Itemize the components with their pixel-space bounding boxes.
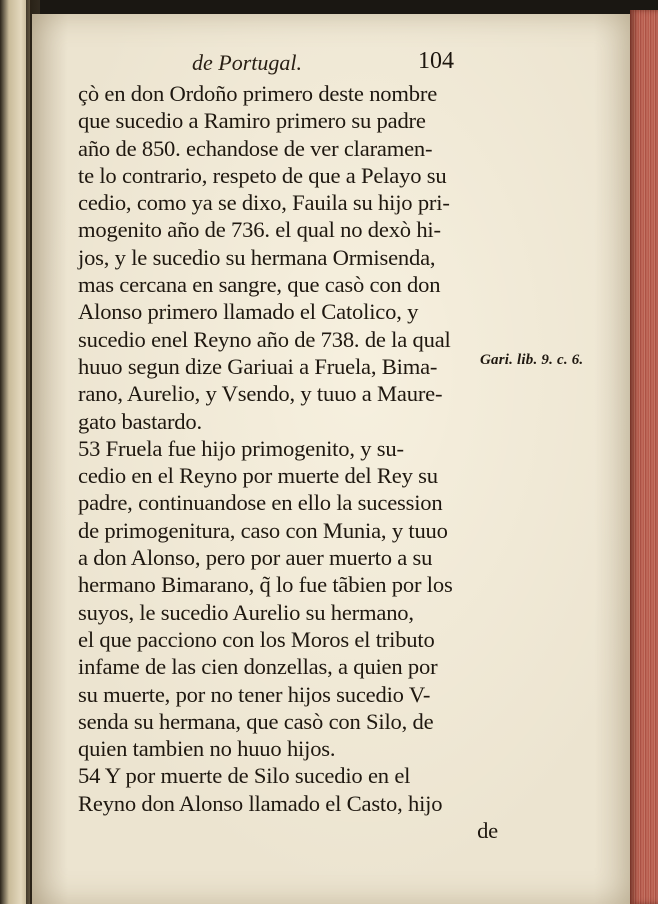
text-line: a don Alonso, pero por auer muerto a su [78, 545, 433, 571]
text-line: quien tambien no huuo hijos. [78, 736, 336, 762]
text-line: de primogenitura, caso con Munia, y tuuo [78, 517, 448, 543]
body-text [78, 80, 498, 844]
text-line: te lo contrario, respeto de que a Pelayo su [78, 162, 447, 188]
page-fore-edge [630, 10, 658, 904]
text-line: el que pacciono con los Moros el tributo [78, 626, 435, 652]
text-line: jos, y le sucedio su hermana Ormisenda, [78, 244, 436, 270]
text-line: padre, continuandose en ello la sucession [78, 490, 443, 516]
text-line: hermano Bimarano, q̃ lo fue tãbien por los [78, 572, 453, 598]
text-line: gato bastardo. [78, 408, 202, 434]
text-line: mogenito año de 736. el qual no dexò hi- [78, 217, 441, 243]
text-line: cedio, como ya se dixo, Fauila su hijo pri- [78, 190, 450, 216]
text-line: Reyno don Alonso llamado el Casto, hijo [78, 790, 443, 816]
paragraph-start-line: 54 Y por muerte de Silo sucedio en el [78, 763, 411, 789]
catchword: de [477, 818, 498, 844]
text-line: senda su hermana, que casò con Silo, de [78, 708, 434, 734]
page-number: 104 [418, 48, 454, 74]
text-line: rano, Aurelio, y Vsendo, y tuuo a Maure- [78, 381, 443, 407]
text-line: infame de las cien donzellas, a quien por [78, 654, 438, 680]
text-line: huuo segun dize Gariuai a Fruela, Bima- [78, 353, 438, 379]
text-line: mas cercana en sangre, que casò con don [78, 272, 441, 298]
running-head: de Portugal. [192, 50, 302, 75]
text-line: cedio en el Reyno por muerte del Rey su [78, 463, 438, 489]
text-line: que sucedio a Ramiro primero su padre [78, 108, 426, 134]
text-line: çò en don Ordoño primero deste nombre [78, 81, 438, 106]
text-line: su muerte, por no tener hijos sucedio V- [78, 681, 431, 707]
margin-citation: Gari. lib. 9. c. 6. [480, 352, 584, 368]
text-line: año de 850. echandose de ver claramen- [78, 135, 433, 161]
paragraph-start-line: 53 Fruela fue hijo primogenito, y su- [78, 435, 404, 461]
page-header [162, 44, 502, 84]
text-line: Alonso primero llamado el Catolico, y [78, 299, 419, 325]
text-line: suyos, le sucedio Aurelio su hermano, [78, 599, 414, 625]
text-line: sucedio enel Reyno año de 738. de la qual [78, 326, 451, 352]
